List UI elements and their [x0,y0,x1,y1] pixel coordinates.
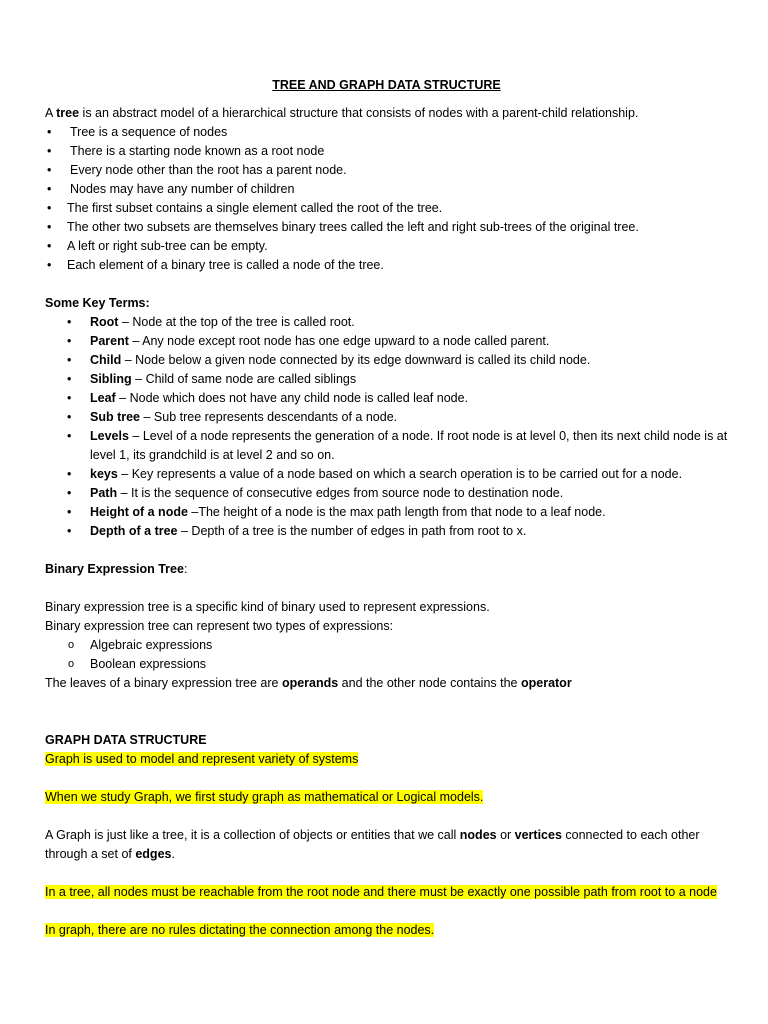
list-item: • Nodes may have any number of children [45,180,728,199]
def-nodes: nodes [459,828,497,842]
leaves-operands: operands [281,676,339,690]
list-item: o Boolean expressions [45,655,728,674]
def-end: . [171,847,175,861]
spacer [45,579,728,598]
spacer [45,693,728,712]
def-mid: or [496,828,515,842]
graph-highlight-3 [45,883,728,902]
key-terms-heading [45,294,728,313]
key-term-parent [45,332,728,351]
key-term-keys [45,465,728,484]
term-label: Child [90,353,122,367]
bet-line-1: Binary expression tree is a specific kind of binary used to represent expressions. [45,600,490,614]
highlighted-text: When we study Graph, we first study graph as mathematical or Logical models. [45,790,484,804]
highlighted-text: In graph, there are no rules dictating the connection among the nodes. [45,923,435,937]
graph-definition [45,826,728,864]
leaves-pre: The leaves of a binary expression tree are [45,676,282,690]
term-label: Path [90,486,118,500]
intro-pre: A [45,106,57,120]
key-term-child [45,351,728,370]
key-terms-heading-text: Some Key Terms: [45,296,150,310]
tree-intro [45,104,728,123]
graph-heading-text: GRAPH DATA STRUCTURE [45,733,207,747]
spacer [45,807,728,826]
term-desc: – Node below a given node connected by its edge downward is called its child node. [121,353,591,367]
term-desc: – Depth of a tree is the number of edges in path from root to x. [177,524,527,538]
term-label: Height of a node [90,505,188,519]
term-desc: – Node at the top of the tree is called root. [118,315,355,329]
document-title: TREE AND GRAPH DATA STRUCTURE [272,78,501,92]
intro-post: is an abstract model of a hierarchical structure that consists of nodes with a parent-child relationship. [79,106,639,120]
list-item: • There is a starting node known as a root node [45,142,728,161]
key-term-sub-tree [45,408,728,427]
term-desc: – Child of same node are called siblings [131,372,357,386]
key-term-root [45,313,728,332]
key-terms-list [45,313,728,541]
term-label: Leaf [90,391,116,405]
list-item: • Tree is a sequence of nodes [45,123,728,142]
spacer [45,864,728,883]
term-label: Sub tree [90,410,141,424]
key-term-leaf [45,389,728,408]
term-label: keys [90,467,118,481]
term-desc: – Node which does not have any child node is called leaf node. [115,391,469,405]
graph-highlight-4 [45,921,728,940]
key-term-depth [45,522,728,541]
intro-bold: tree [56,106,80,120]
spacer [45,541,728,560]
term-desc: – Any node except root node has one edge upward to a node called parent. [128,334,550,348]
intro-bullet-list [45,123,728,275]
key-term-levels [45,427,728,465]
expression-types-list [45,636,728,674]
spacer [45,902,728,921]
term-label: Parent [90,334,129,348]
list-item: • The other two subsets are themselves binary trees called the left and right sub-trees of the original tree. [45,218,728,237]
term-desc: – Sub tree represents descendants of a node. [140,410,398,424]
key-term-height [45,503,728,522]
term-desc: – It is the sequence of consecutive edges from source node to destination node. [117,486,564,500]
list-item: • A left or right sub-tree can be empty. [45,237,728,256]
spacer [45,275,728,294]
spacer [45,712,728,731]
term-desc: – Level of a node represents the generation of a node. If root node is at level 0, then its next child node is at level 1, its grandchild is at level 2 and so on. [90,429,728,462]
def-edges: edges [135,847,172,861]
bet-heading-colon: : [183,562,188,576]
key-term-path [45,484,728,503]
term-desc: –The height of a node is the max path length from that node to a leaf node. [187,505,606,519]
leaves-operator: operator [520,676,572,690]
def-pre: A Graph is just like a tree, it is a collection of objects or entities that we call [45,828,460,842]
term-label: Sibling [90,372,132,386]
bet-line-2: Binary expression tree can represent two types of expressions: [45,619,394,633]
list-item: • Every node other than the root has a parent node. [45,161,728,180]
list-item: • The first subset contains a single element called the root of the tree. [45,199,728,218]
graph-heading [45,731,728,750]
term-desc: – Key represents a value of a node based on which a search operation is to be carried out for a node. [117,467,683,481]
binary-expression-tree-heading [45,560,728,579]
term-label: Root [90,315,119,329]
bet-heading-text: Binary Expression Tree [45,562,184,576]
graph-highlight-2 [45,788,728,807]
bet-leaves-line [45,674,728,693]
def-mid2: connected to each other through a set of [45,828,700,861]
spacer [45,769,728,788]
list-item: • Each element of a binary tree is called a node of the tree. [45,256,728,275]
list-item: o Algebraic expressions [45,636,728,655]
highlighted-text: Graph is used to model and represent variety of systems [45,752,359,766]
term-label: Depth of a tree [90,524,178,538]
highlighted-text: In a tree, all nodes must be reachable from the root node and there must be exactly one possible path from root to a node [45,885,717,899]
key-term-sibling [45,370,728,389]
leaves-mid: and the other node contains the [338,676,521,690]
term-label: Levels [90,429,129,443]
def-vertices: vertices [514,828,562,842]
graph-highlight-1 [45,750,728,769]
